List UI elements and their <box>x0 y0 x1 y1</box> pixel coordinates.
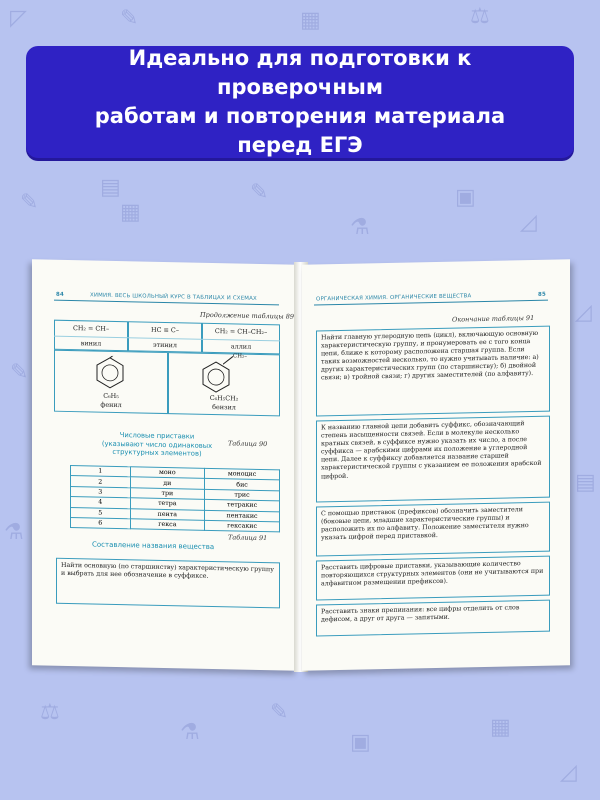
pencil-icon: ✎ <box>270 700 289 725</box>
ruler-icon: ◿ <box>575 300 592 325</box>
table-cell: пентакис <box>205 510 280 522</box>
radical-formula-3: CH₂ = CH–CH₂– <box>214 327 268 337</box>
table91-step-5: Расставить цифровые приставки, указывающие количество повторяющихся структурных элементов (они не учитываются при алфавитном размещении префиксов). <box>316 556 550 601</box>
table90-title-line1: Числовые приставки <box>119 431 195 441</box>
banner-line-2: работам и повторения материала <box>94 104 506 128</box>
table91-step-4: С помощью приставок (префиксов) обозначить заместители (боковые цепи, младшие характеристические группы) и расположить их по алфавиту. Положение заместителя нужно указать цифрой перед приставкой. <box>316 502 550 557</box>
compass-icon: ⚖ <box>470 4 490 29</box>
calculator-icon: ▦ <box>120 200 141 225</box>
pencil-icon: ✎ <box>120 6 139 31</box>
table-cell: 2 <box>71 476 131 488</box>
calculator-icon: ▦ <box>490 715 511 740</box>
left-page <box>32 259 298 671</box>
benzyl-ch2: CH₂– <box>233 353 247 360</box>
right-page-number: 85 <box>538 291 546 298</box>
table-cell: пента <box>130 508 205 520</box>
table-cell: моноцис <box>205 468 280 480</box>
flask-icon: ⚗ <box>4 520 24 545</box>
table90-title-line2: (указывают число одинаковых <box>101 439 213 450</box>
phenyl-name: фенил <box>100 400 122 410</box>
table-cell: тетра <box>130 498 205 510</box>
calculator-icon: ▦ <box>300 8 321 33</box>
radical-formula-1: CH₂ = CH– <box>72 324 110 333</box>
promo-banner <box>26 46 574 158</box>
banner-line-1: Идеально для подготовки к проверочным <box>128 46 472 99</box>
radical-formula-2: HC ≡ C– <box>151 325 179 335</box>
left-running-head: ХИМИЯ. ВЕСЬ ШКОЛЬНЫЙ КУРС В ТАБЛИЦАХ И СХЕМАХ <box>90 292 257 302</box>
table-cell: 6 <box>71 517 131 529</box>
backpack-icon: ▣ <box>455 185 476 210</box>
right-continuation: Окончание таблицы 91 <box>452 313 535 324</box>
book-icon: ▤ <box>100 175 121 200</box>
table-cell: 1 <box>71 466 131 478</box>
banner-line-3: перед ЕГЭ <box>237 133 363 157</box>
table-cell: тетракис <box>205 500 280 512</box>
right-running-head: ОРГАНИЧЕСКАЯ ХИМИЯ. ОРГАНИЧЕСКИЕ ВЕЩЕСТВА <box>316 293 472 303</box>
pencil-icon: ✎ <box>20 190 39 215</box>
numeric-prefix-table <box>70 465 280 533</box>
table90-label: Таблица 90 <box>228 439 268 449</box>
radical-name-3: аллил <box>230 342 252 351</box>
table91-step-6: Расставить знаки препинания: все цифры отделить от слов дефисом, а друг от друга — запятыми. <box>316 600 550 637</box>
left-continuation: Продолжение таблицы 89 <box>200 310 295 321</box>
ruler-icon: ◿ <box>520 210 537 235</box>
triangle-ruler-icon: ◸ <box>10 6 27 31</box>
table-cell: трис <box>205 489 280 501</box>
pencil-icon: ✎ <box>10 360 29 385</box>
table91-step-1: Найти основную (по старшинству) характеристическую группу и выбрать для нее обозначение в суффиксе. <box>56 558 280 609</box>
table-cell: три <box>130 488 205 500</box>
table-cell: 5 <box>71 507 131 519</box>
table91-step-2: Найти главную углеродную цепь (цикл), включающую основную характеристическую группу, и пронумеровать ее с того конца цепи, ближе к которому расположена старшая группа. Если таких возможностей несколько, то нужно учитывать наличие: а) других характеристических групп (по старшинству); б) двойной связи; в) тройной связи; г) других заместителей (по алфавиту). <box>316 326 550 417</box>
open-book <box>32 262 572 682</box>
phenyl-formula: C₆H₅ <box>103 391 119 401</box>
table91-step-3: К названию главной цепи добавить суффикс, обозначающий степень насыщенности связей. Если в молекуле несколько кратных связей, в суффиксе нужно указать их число, а после суффикса — арабскими цифрами их положение в углеродной цепи. Далее к суффиксу добавляется название старшей характеристической группы с указанием ее положения арабской цифрой. <box>316 416 550 503</box>
ruler-icon: ◿ <box>560 760 577 785</box>
banner-text <box>50 44 550 160</box>
table-cell: гекса <box>130 519 205 531</box>
benzyl-cell <box>168 352 280 416</box>
radical-name-1: винил <box>80 339 102 348</box>
table-cell: ди <box>130 477 205 489</box>
table-cell: моно <box>130 467 205 479</box>
benzyl-formula: C₆H₅CH₂ <box>209 393 239 403</box>
right-page <box>302 259 570 671</box>
table-cell: гексакис <box>205 520 280 532</box>
left-page-number: 84 <box>56 291 64 298</box>
table90-title <box>72 430 242 459</box>
benzyl-name: бензил <box>212 402 236 412</box>
backpack-icon: ▣ <box>350 730 371 755</box>
table-cell: 3 <box>71 486 131 498</box>
table-cell: 4 <box>71 497 131 509</box>
radical-name-2: этинил <box>153 340 177 350</box>
flask-icon: ⚗ <box>350 215 370 240</box>
flask-icon: ⚗ <box>180 720 200 745</box>
compass-icon: ⚖ <box>40 700 60 725</box>
table-cell: бис <box>205 479 280 491</box>
phenyl-cell <box>54 350 168 414</box>
benzene-ring-icon <box>93 355 127 390</box>
table91-title: Составление названия вещества <box>92 540 215 552</box>
table90-title-line3: структурных элементов) <box>112 447 202 458</box>
book-icon: ▤ <box>575 470 596 495</box>
pencil-icon: ✎ <box>250 180 269 205</box>
table91-label: Таблица 91 <box>228 533 268 543</box>
